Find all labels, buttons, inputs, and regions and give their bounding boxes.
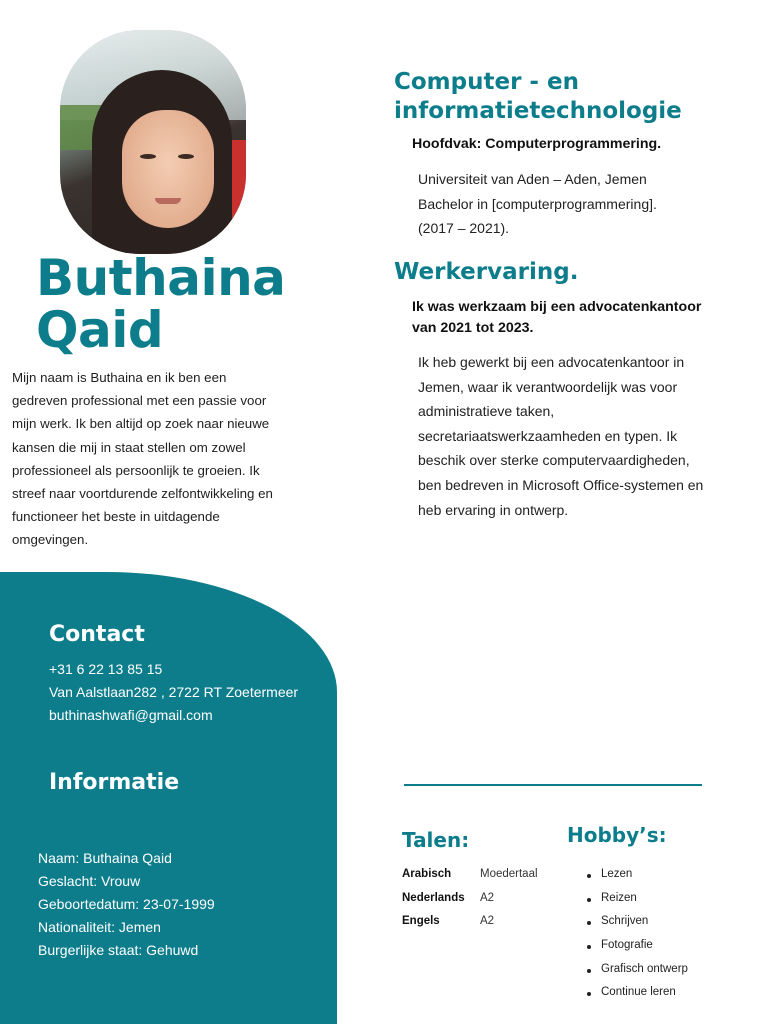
intro-line: mijn werk. Ik ben altijd op zoek naar nieuwe [12, 416, 270, 432]
experience-line: secretariaatswerkzaamheden en typen. Ik [418, 427, 678, 444]
candidate-name [36, 249, 286, 359]
intro-paragraph [12, 366, 297, 552]
experience-summary-line: van 2021 tot 2023. [412, 320, 534, 336]
info-name: Naam: Buthaina Qaid [38, 850, 172, 866]
language-level: Moedertaal [480, 868, 538, 880]
education-title [394, 68, 682, 126]
profile-photo [60, 30, 246, 254]
intro-line: streef naar voortdurende zelfontwikkeling en [12, 486, 273, 502]
contact-email[interactable]: buthinashwafi@gmail.com [49, 707, 213, 723]
contact-address: Van Aalstlaan282 , 2722 RT Zoetermeer [49, 684, 299, 700]
education-line: (2017 – 2021). [418, 220, 510, 236]
language-name: Arabisch [402, 868, 452, 880]
education-line: Universiteit van Aden – Aden, Jemen [418, 171, 647, 187]
contact-phone: +31 6 22 13 85 15 [49, 661, 163, 677]
hobby-item: Continue leren [586, 986, 688, 1010]
languages-heading: Talen: [402, 828, 470, 852]
intro-line: Mijn naam is Buthaina en ik ben een [12, 370, 227, 385]
hobby-item: Fotografie [586, 939, 688, 963]
hobby-item: Schrijven [586, 915, 688, 939]
experience-line: heb ervaring in ontwerp. [418, 501, 569, 518]
informatie-heading: Informatie [49, 770, 180, 795]
education-title-line: Computer - en [394, 69, 579, 95]
intro-line: gedreven professional met een passie voor [12, 393, 267, 409]
candidate-first-name: Buthaina [36, 249, 286, 307]
info-gender: Geslacht: Vrouw [38, 873, 141, 889]
language-name: Engels [402, 915, 440, 927]
info-marital-status: Burgerlijke staat: Gehuwd [38, 942, 199, 958]
contact-heading: Contact [49, 622, 145, 647]
candidate-last-name: Qaid [36, 301, 164, 359]
experience-summary [412, 297, 701, 339]
intro-line: kansen die mij in staat stellen om zowel [12, 439, 246, 455]
experience-summary-line: Ik was werkzaam bij een advocatenkantoor [412, 299, 702, 315]
section-divider [404, 784, 702, 786]
hobby-item: Grafisch ontwerp [586, 963, 688, 987]
experience-line: Ik heb gewerkt bij een advocatenkantoor in [418, 354, 685, 370]
experience-line: administratieve taken, [418, 403, 555, 420]
hobby-item: Reizen [586, 892, 688, 916]
experience-line: ben bedreven in Microsoft Office-systemen en [418, 476, 704, 493]
language-level: A2 [480, 891, 495, 904]
info-nationality: Nationaliteit: Jemen [38, 919, 161, 935]
education-title-line: informatietechnologie [394, 98, 682, 124]
education-major: Hoofdvak: Computerprogrammering. [412, 136, 662, 152]
hobby-item: Lezen [586, 868, 688, 892]
language-level: A2 [480, 915, 495, 927]
intro-line: functioneer het beste in uitdagende [12, 509, 220, 525]
education-line: Bachelor in [computerprogrammering]. [418, 196, 657, 212]
intro-line: omgevingen. [12, 532, 89, 548]
experience-line: beschik over sterke computervaardigheden, [418, 452, 690, 469]
experience-line: Jemen, waar ik verantwoordelijk was voor [418, 378, 678, 395]
hobbies-list [586, 868, 688, 1010]
experience-description [418, 350, 703, 522]
info-birthdate: Geboortedatum: 23-07-1999 [38, 896, 215, 912]
language-name: Nederlands [402, 891, 465, 904]
experience-title: Werkervaring. [394, 259, 579, 285]
hobbies-heading: Hobby’s: [567, 823, 667, 847]
contact-panel [0, 572, 337, 1024]
intro-line: professioneel als persoonlijk te groeien. Ik [12, 462, 260, 478]
